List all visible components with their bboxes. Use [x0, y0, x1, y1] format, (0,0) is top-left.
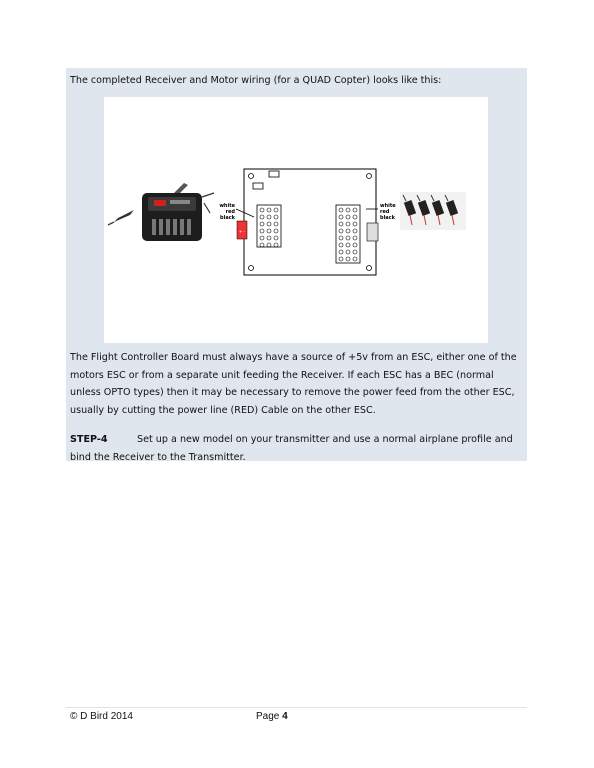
footer-page: [256, 711, 288, 722]
svg-text:+ -: + -: [238, 229, 246, 234]
esc-units-image: [400, 192, 466, 230]
intro-text: The completed Receiver and Motor wiring (for a QUAD Copter) looks like this:: [70, 75, 442, 86]
wiring-diagram: [104, 97, 488, 343]
wire-label: white: [380, 203, 396, 209]
wire-label: red: [380, 209, 390, 215]
receiver-image: [108, 183, 214, 241]
page-number: 4: [282, 711, 288, 722]
step-text: Set up a new model on your transmitter and use a normal airplane profile and bind the Receiver to the Transmitter.: [70, 434, 513, 463]
wire-label: white: [219, 203, 235, 209]
footer-copyright: © D Bird 2014: [70, 711, 133, 722]
body-paragraph: The Flight Controller Board must always have a source of +5v from an ESC, either one of the motors ESC or from a separate unit feeding the Receiver. If each ESC has a BEC (normal unless OPTO types) then it may be necessary to remove the power feed from the other ESC, usually by cutting the power line (RED) Cable on the other ESC.: [70, 352, 517, 416]
step-label: STEP-4: [70, 434, 108, 445]
footer-divider: [66, 707, 527, 708]
page-label: Page: [256, 711, 280, 722]
wire-labels-left: [219, 203, 235, 221]
wire-label: black: [220, 215, 235, 221]
wire-labels-right: [380, 203, 396, 221]
wire-label: red: [225, 209, 235, 215]
step-4: [70, 431, 525, 466]
flight-controller-board: [244, 169, 376, 275]
wire-label: black: [380, 215, 395, 221]
